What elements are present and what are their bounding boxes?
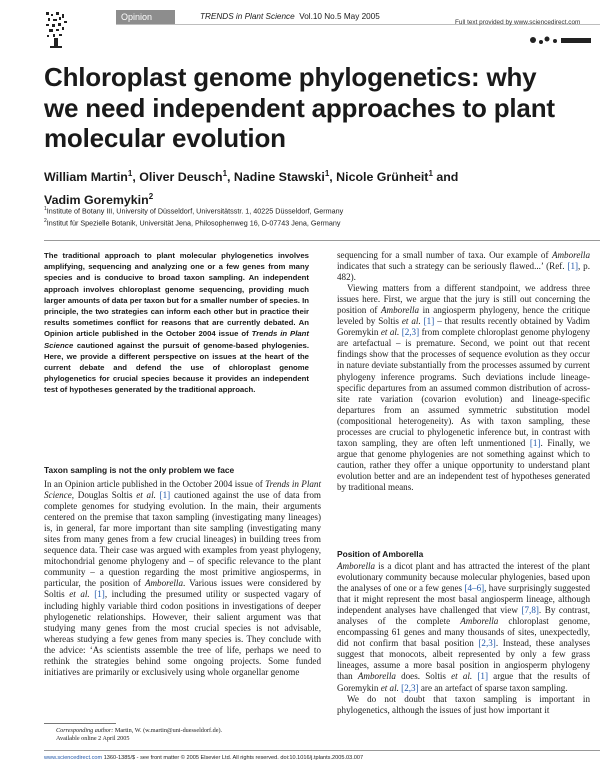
author-affiliation-mark: 2: [148, 192, 154, 202]
abstract: [44, 250, 309, 396]
text-run: . Instead, these analyses suggest that monocots, albeit represented by only a few grass lineages, assume a more basal position in angiosperm phylogeny than: [337, 638, 590, 682]
footnote-rule: [44, 723, 116, 724]
heading-name: Amborella: [382, 549, 424, 559]
text-run: from complete chloroplast genome phylogeny are artefactual – is premature. Second, we point out that recent findings show that the processes of sequence evolution as they occur in nature deviate substantially from the processes assumed by current phylogeny inference programs. Such deviations include lineage-specific departures from an assumed common distribution of across-site rate variation (covarion evolution) and lineage-specific departures from an assumed symmetric substitution model (compositional heterogeneity). As with taxon sampling, these processes are crucial to phylogenetic inference but, in contrast with taxon sampling, they are often left unmentioned: [337, 327, 590, 448]
author-name: Nicole Grünheit: [336, 170, 429, 185]
text-run: are an artefact of sparse taxon sampling.: [418, 682, 568, 693]
affiliations: [44, 204, 584, 229]
citation-link[interactable]: [1]: [94, 589, 105, 600]
italic-text: Amborella: [144, 578, 183, 589]
text-run: – that results recently obtained by Vadim Goremykin: [337, 316, 590, 338]
citation-link[interactable]: [4–6]: [464, 583, 485, 594]
heading-prefix: Position of: [337, 549, 383, 559]
citation-link[interactable]: [2,3]: [401, 327, 420, 338]
text-run: argue that the results of Goremykin: [337, 671, 590, 693]
paragraph: [337, 283, 590, 493]
paragraph: We do not doubt that taxon sampling is important in phylogenetics, although the issues of just how important it: [337, 693, 590, 715]
left-column-body: [44, 479, 321, 678]
abstract-part2: cautioned against the pursuit of genome-based phylogenies. Here, we provide a different perspective on issues at the heart of the current debate and defend the use of chloroplast genome phylogenetics for crucial species because it provides an independent test of hypotheses generated by the traditional approach.: [44, 340, 309, 395]
available-online: Available online 2 April 2005: [56, 735, 130, 742]
author-name: Nadine Stawski: [233, 170, 325, 185]
text-run: chloroplast genome, encompassing 61 genes and many thousands of sites, unexpectedly, did not confirm that basal position: [337, 616, 590, 649]
full-text-label: Full text provided by www.sciencedirect.com: [455, 19, 581, 26]
author-separator: ,: [329, 170, 337, 185]
affiliation-number: 1: [44, 206, 47, 212]
author-name: Vadim Goremykin: [44, 193, 149, 208]
citation-link[interactable]: [1]: [567, 261, 579, 272]
journal-name: TRENDS in Plant Science: [200, 12, 295, 21]
text-run: indicates that such a strategy can be seriously flawed...’ (Ref.: [337, 261, 568, 272]
abstract-journal: Trends in Plant Science: [44, 329, 309, 350]
affiliation-line: [44, 204, 584, 216]
italic-text: et al.: [380, 327, 400, 338]
section-heading-taxon-sampling: Taxon sampling is not the only problem we face: [44, 465, 235, 475]
italic-text: et al.: [69, 589, 90, 600]
text-run: , have surprisingly suggested that it might represent the most basal angiosperm lineage, although independent analyses have challenged that view: [337, 583, 590, 616]
author-separator: and: [432, 170, 459, 185]
italic-text: Amborella: [460, 616, 499, 627]
italic-text: Amborella: [551, 250, 590, 260]
footer-url[interactable]: www.sciencedirect.com: [44, 755, 103, 761]
paragraph: [44, 479, 321, 678]
citation-link[interactable]: [2,3]: [478, 638, 496, 649]
italic-text: Amborella: [357, 671, 396, 682]
citation-link[interactable]: [7,8]: [521, 605, 539, 616]
author-name: Oliver Deusch: [139, 170, 223, 185]
citation-link[interactable]: [1]: [423, 316, 435, 327]
text-run: . Various issues were considered by Soltis: [44, 578, 321, 600]
journal-line: [200, 10, 380, 24]
italic-text: et al.: [380, 682, 399, 693]
footer-rule: [44, 750, 600, 751]
text-run: is a dicot plant and has attracted the interest of the plant evolutionary community because molecular phylogenies, based upon the analyses of one or a few genes: [337, 561, 590, 594]
page-footer: [44, 754, 600, 762]
text-run: , p. 482).: [337, 261, 590, 283]
text-run: in angiosperm phylogeny, hence the critique leveled by Soltis: [337, 305, 590, 327]
affiliation-number: 2: [44, 218, 47, 225]
text-run: sequencing for a small number of taxa. Our example of: [337, 250, 552, 260]
elsevier-tree-logo: [44, 10, 84, 50]
text-run: . By contrast, analyses of the complete: [337, 605, 590, 627]
text-run: . Finally, we argue that genome phylogenies are not something against which to caution, rather they offer a unique opportunity to understand plant evolution better and are an independent test of hypotheses generated by traditional means.: [337, 437, 590, 492]
abstract-part1: The traditional approach to plant molecular phylogenetics involves amplifying, sequencing and analyzing one or a few genes from many species and is conducive to broad taxon sampling. An independent approach involves chloroplast genome sequencing, providing much larger amounts of data per taxon but for a smaller number of species. In principle, the two strategies can inform each other but in practice their results sometimes conflict for reasons that are currently debated. An Opinion article published in the October 2004 issue of: [44, 251, 309, 339]
italic-text: Trends in Plant Science: [44, 479, 321, 501]
affiliation-text: Institut für Spezielle Botanik, Universität Jena, Philosophenweg 16, D-07743 Jena, Germany: [46, 218, 341, 228]
journal-issue: Vol.10 No.5 May 2005: [299, 12, 380, 21]
footer-text: 1360-1385/$ - see front matter © 2005 Elsevier Ltd. All rights reserved. doi:10.1016/j.tplants.2005.03.007: [102, 755, 364, 761]
author-affiliation-mark: 1: [324, 169, 330, 178]
italic-text: et al.: [451, 671, 473, 682]
text-run: , including the presumed utility or suspected vagary of including highly variable third codon positions in investigations of deeper phylogenetic relationships. However, their salient argument was that studying many genes from the most crucial species is not advisable, whereas studying a few genes from many species is. They conclude with the advice: ‘As scientists assemble the tree of life, perhaps we need to rethink the strategies behind some ongoing projects. Some funded initiatives are primarily or exclusively using whole organellar genome: [44, 589, 322, 677]
citation-link[interactable]: [1]: [529, 437, 541, 448]
citation-link[interactable]: [1]: [159, 490, 171, 501]
affiliation-line: [44, 216, 584, 228]
corresponding-label: Corresponding author:: [56, 727, 114, 734]
author-affiliation-mark: 1: [222, 169, 228, 178]
section-badge: Opinion: [116, 10, 175, 24]
title-rule: [44, 240, 600, 241]
text-run: cautioned against the use of data from complete genomes for studying evolution. In the main, their arguments centered on the premise that taxon sampling (investigating many lineages) is, in general, far more important than site sampling (investigating many sites from many genes from a few crucial lineages) in building trees from sequence data. Their case was argued with examples from yeast phylogeny, mitochondrial genome phylogeny and – of specific relevance to the plant community – a question regarding the most primitive angiosperms, in particular, the position of: [44, 490, 321, 589]
right-column-body: [337, 250, 590, 493]
sciencedirect-logo: [455, 8, 595, 50]
italic-text: Amborella: [337, 561, 376, 571]
citation-link[interactable]: [1]: [477, 671, 488, 682]
author-affiliation-mark: 1: [428, 169, 433, 178]
text-run: , Douglas Soltis: [71, 490, 137, 501]
right-column-body-2: [337, 561, 590, 716]
affiliation-text: Institute of Botany III, University of Düsseldorf, Universitätsstr. 1, 40225 Düsseldorf, Germany: [46, 206, 344, 216]
author-separator: ,: [227, 170, 234, 185]
text-run: Viewing matters from a different standpoint, we address three issues here. First, we argue that the jury is still out concerning the position of: [337, 283, 590, 316]
paragraph: [337, 561, 590, 694]
text-run: In an Opinion article published in the October 2004 issue of: [44, 479, 266, 489]
text-run: does. Soltis: [395, 671, 452, 682]
italic-text: et al.: [401, 316, 421, 327]
author-affiliation-mark: 1: [127, 169, 133, 178]
section-heading-amborella: [337, 549, 423, 560]
corresponding-author: [56, 727, 326, 735]
italic-text: et al.: [136, 490, 156, 501]
corresponding-text: Martin, W. (w.martin@uni-duesseldorf.de).: [113, 727, 223, 734]
citation-link[interactable]: [2,3]: [401, 682, 419, 693]
article-title: Chloroplast genome phylogenetics: why we need independent approaches to plant molecular evolution: [44, 62, 555, 153]
italic-text: Amborella: [380, 305, 420, 316]
author-name: William Martin: [44, 170, 128, 185]
author-separator: ,: [132, 170, 140, 185]
paragraph: [337, 250, 590, 283]
